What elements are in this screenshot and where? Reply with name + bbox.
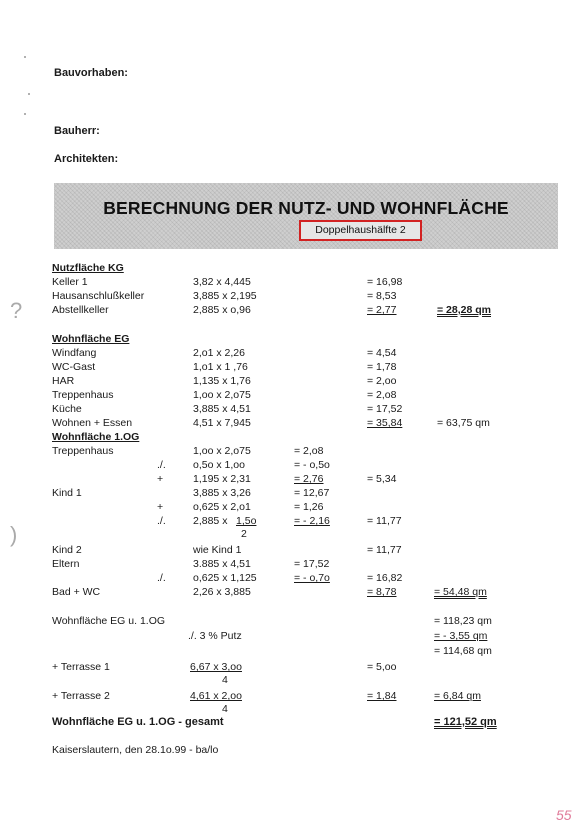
row-result: = 17,52 [367, 403, 403, 415]
row-result: = 2,77 [367, 304, 397, 316]
row-label: Küche [52, 403, 82, 415]
section-total-eg: = 63,75 qm [437, 417, 490, 429]
row-label: Wohnen + Essen [52, 417, 133, 429]
terrace-sum: = 5,oo [367, 661, 397, 673]
row-dims: 1,195 x 2,31 [193, 473, 251, 485]
row-operator: + [157, 501, 164, 513]
row-label: Hausanschlußkeller [52, 290, 145, 302]
summary-value: = 118,23 qm [434, 615, 492, 627]
row-dims: 1,oo x 2,o75 [193, 445, 251, 457]
row-label: Eltern [52, 558, 80, 570]
section-title-kg: Nutzfläche KG [52, 262, 124, 274]
row-operator: ./. [157, 459, 166, 471]
row-result: = 2,o8 [294, 445, 324, 457]
footer-place-date: Kaiserslautern, den 28.1o.99 - ba/lo [52, 744, 219, 756]
row-result: = 17,52 [294, 558, 330, 570]
row-sum: = 8,78 [367, 586, 397, 598]
binder-hole-mark: ? [10, 298, 23, 323]
grand-total-value: = 121,52 qm [434, 716, 497, 728]
summary-label: Wohnfläche EG u. 1.OG [52, 615, 166, 627]
grand-total-label: Wohnfläche EG u. 1.OG - gesamt [52, 716, 224, 728]
section-total-kg: = 28,28 qm [437, 304, 491, 316]
scan-speck [28, 93, 30, 95]
section-title-og: Wohnfläche 1.OG [52, 431, 140, 443]
section-title-eg: Wohnfläche EG [52, 333, 130, 345]
terrace-total: = 6,84 qm [434, 690, 481, 702]
document-subtitle: Doppelhaushälfte 2 [299, 220, 422, 241]
row-dims: 3,82 x 4,445 [193, 276, 251, 288]
row-dims: o,5o x 1,oo [193, 459, 245, 471]
architekten-label: Architekten: [54, 153, 119, 165]
row-dims: 1,o1 x 1 ,76 [193, 361, 248, 373]
row-result: = - 2,16 [294, 515, 330, 527]
row-dims: o,625 x 2,o1 [193, 501, 251, 513]
row-dims: 4,51 x 7,945 [193, 417, 251, 429]
bauvorhaben-label: Bauvorhaben: [54, 67, 128, 79]
terrace-sum: = 1,84 [367, 690, 397, 702]
row-result: = 2,76 [294, 473, 324, 485]
terrace-dims: 4,61 x 2,oo [190, 690, 242, 702]
row-label: Treppenhaus [52, 445, 114, 457]
page-stamp: 55 [556, 807, 572, 823]
terrace-divisor: 4 [222, 703, 228, 715]
terrace-divisor: 4 [222, 674, 228, 686]
title-banner [54, 183, 558, 249]
row-result: = 35,84 [367, 417, 403, 429]
row-dims: 2,26 x 3,885 [193, 586, 251, 598]
row-dims-fraction: 1,5o [236, 515, 257, 527]
row-divisor: 2 [241, 528, 247, 540]
row-dims: 2,o1 x 2,26 [193, 347, 245, 359]
row-label: Bad + WC [52, 586, 101, 598]
row-dims: 1,oo x 2,o75 [193, 389, 251, 401]
row-dims: 3.885 x 4,51 [193, 558, 251, 570]
putz-value: = - 3,55 qm [434, 630, 488, 642]
row-dims: 1,135 x 1,76 [193, 375, 251, 387]
row-sum: = 16,82 [367, 572, 403, 584]
row-label: HAR [52, 375, 75, 387]
row-dims: 3,885 x 4,51 [193, 403, 251, 415]
terrace-label: + Terrasse 2 [52, 690, 110, 702]
row-sum: = 5,34 [367, 473, 397, 485]
row-dims: 3,885 x 3,26 [193, 487, 251, 499]
row-dims: 3,885 x 2,195 [193, 290, 257, 302]
scan-speck [24, 56, 26, 58]
putz-label: ./. 3 % Putz [188, 630, 242, 642]
row-result: = 12,67 [294, 487, 330, 499]
row-result: = - o,5o [294, 459, 330, 471]
row-result: = 2,oo [367, 375, 397, 387]
binder-hole-mark: ) [10, 522, 18, 547]
section-total-og: = 54,48 qm [434, 586, 487, 598]
terrace-label: + Terrasse 1 [52, 661, 110, 673]
row-dims: 2,885 x o,96 [193, 304, 251, 316]
row-result: = 4,54 [367, 347, 397, 359]
row-label: Kind 1 [52, 487, 82, 499]
row-sum: = 11,77 [367, 515, 402, 527]
row-operator: ./. [157, 572, 166, 584]
bauherr-label: Bauherr: [54, 125, 100, 137]
row-dims: 2,885 x [193, 515, 228, 527]
row-result: = 1,78 [367, 361, 397, 373]
row-result: = 1,26 [294, 501, 324, 513]
scan-speck [24, 113, 26, 115]
row-label: Kind 2 [52, 544, 82, 556]
row-sum: = 11,77 [367, 544, 402, 556]
row-result: = 8,53 [367, 290, 397, 302]
row-result: = - o,7o [294, 572, 330, 584]
document-title: BERECHNUNG DER NUTZ- UND WOHNFLÄCHE [103, 198, 509, 218]
row-result: = 2,o8 [367, 389, 397, 401]
row-label: Windfang [52, 347, 97, 359]
row-operator: + [157, 473, 164, 485]
row-result: = 16,98 [367, 276, 403, 288]
summary-net-value: = 114,68 qm [434, 645, 492, 657]
row-operator: ./. [157, 515, 166, 527]
row-dims: o,625 x 1,125 [193, 572, 257, 584]
row-label: Treppenhaus [52, 389, 114, 401]
row-dims: wie Kind 1 [193, 544, 242, 556]
row-label: Abstellkeller [52, 304, 109, 316]
row-label: WC-Gast [52, 361, 96, 373]
terrace-dims: 6,67 x 3,oo [190, 661, 242, 673]
row-label: Keller 1 [52, 276, 88, 288]
